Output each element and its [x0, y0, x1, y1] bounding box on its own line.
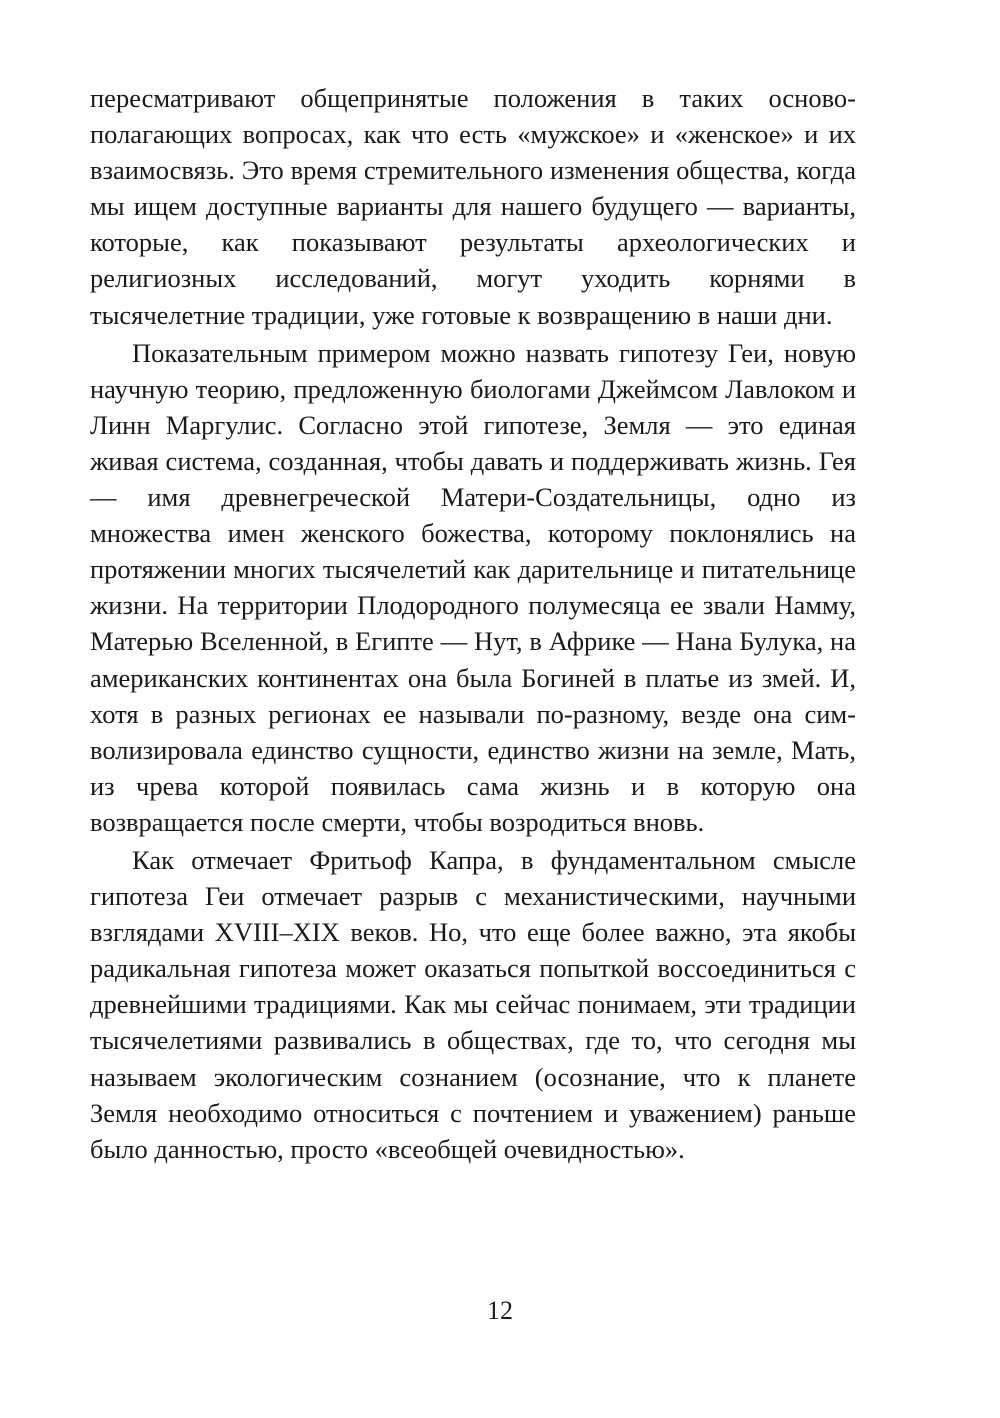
paragraph-1: пересматривают общепринятые положения в таких основополагающих вопросах, как что есть «мужское» и «женское» и их взаимосвязь. Это время стремительного изменения общества, когда мы ищем доступные варианты для нашего будущего — варианты, которые, как показывают результаты археологических и религиозных исследований, могут уходить корнями в тысячелетние традиции, уже готовые к возвращению в наши дни. [90, 83, 856, 330]
body-text [90, 80, 856, 1167]
page-number: 12 [487, 1296, 513, 1325]
paragraph-3: Как отмечает Фритьоф Капра, в фундаментальном смысле гипотеза Геи отмечает разрыв с механистическими, научными взглядами XVIII–XIX веков. Но, что еще более важно, эта якобы радикальная гипотеза может оказаться попыткой воссоединиться с древнейшими традициями. Как мы сейчас понимаем, эти традиции тысячелетиями развивались в обществах, где то, что сегодня мы называем экологическим сознанием (осознание, что к планете Земля необходимо относиться с почтением и уважением) раньше было данностью, просто «всеобщей очевидностью». [90, 844, 856, 1164]
paragraph-2: Показательным примером можно назвать гипотезу Геи, новую научную теорию, предложенную биологами Джеймсом Лавлоком и Линн Маргулис. Согласно этой гипотезе, Земля — это единая живая система, созданная, чтобы давать и поддерживать жизнь. Гея — имя древнегреческой Матери-Создательницы, одно из множества имен женского божества, которому поклонялись на протяжении многих тысячелетий как дарительнице и питательнице жизни. На территории Плодородного полумесяца ее звали Намму, Матерью Вселенной, в Египте — Нут, в Африке — Нана Булука, на американских континентах она была Богиней в платье из змей. И, хотя в разных регионах ее называли по-разному, везде она символизировала единство сущности, единство жизни на земле, Мать, из чрева которой появилась сама жизнь и в которую она возвращается после смерти, чтобы возродиться вновь. [90, 337, 856, 837]
